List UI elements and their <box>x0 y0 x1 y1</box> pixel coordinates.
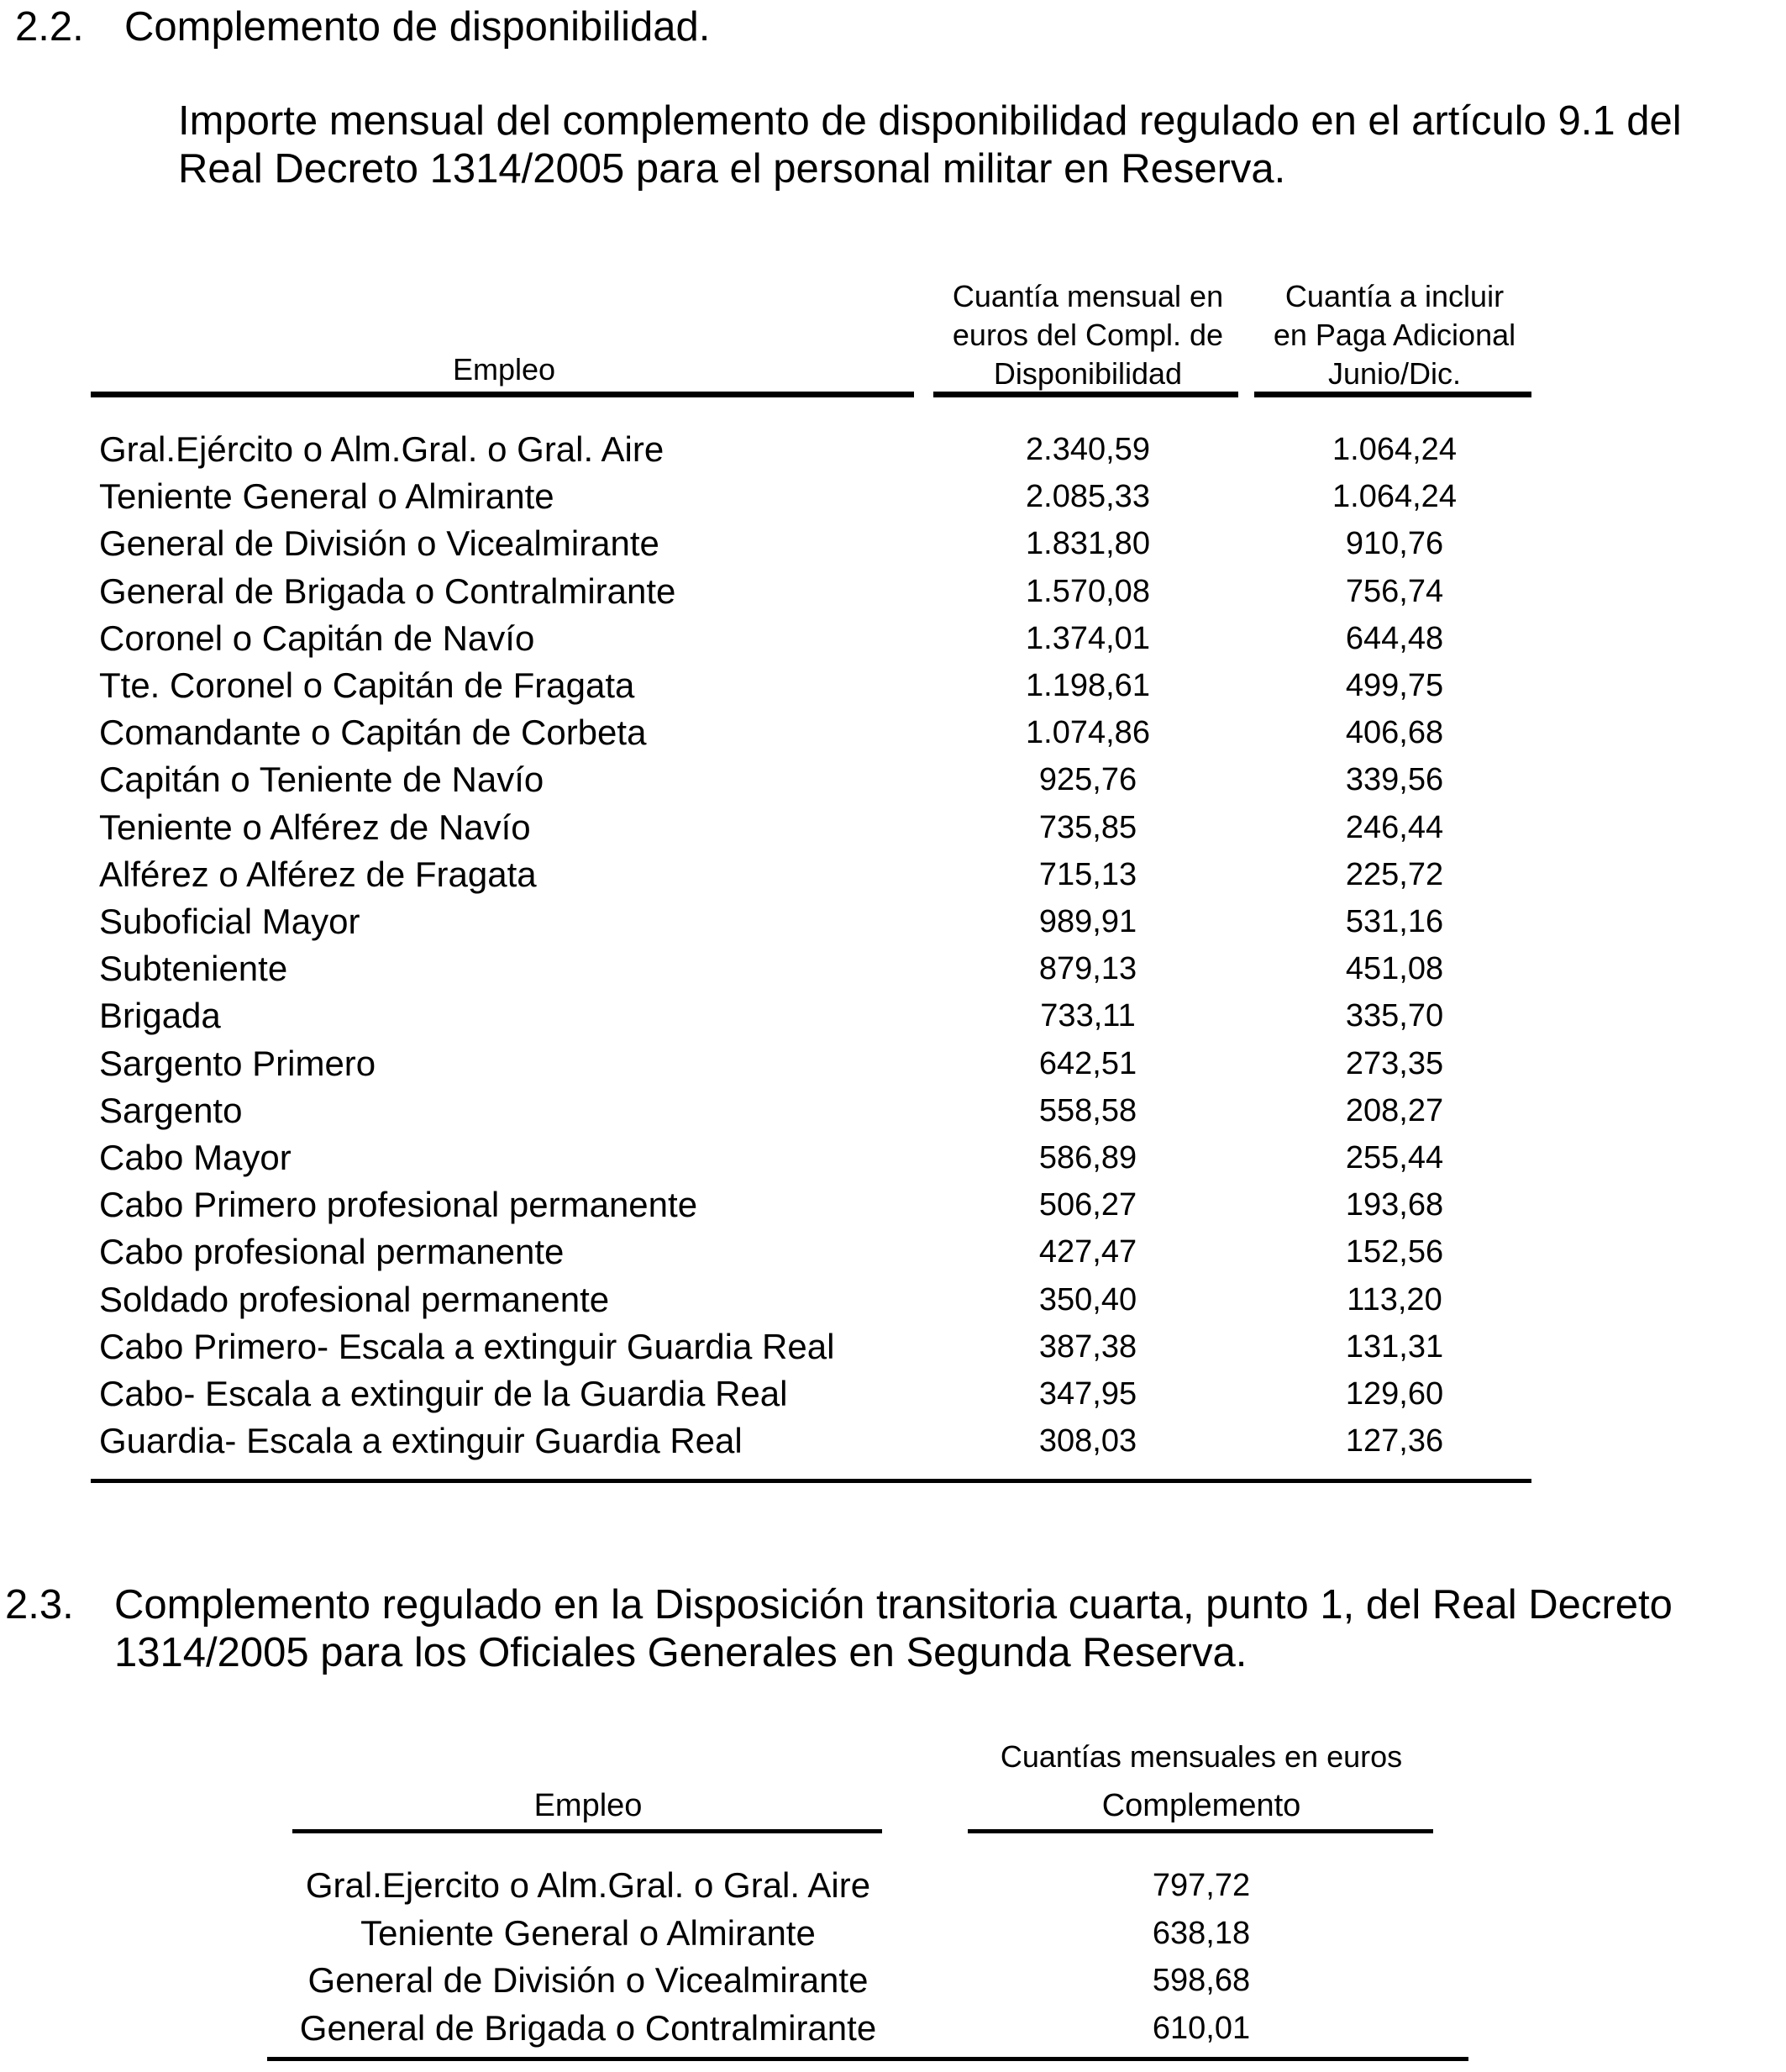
table-row-empleo: Guardia- Escala a extinguir Guardia Real <box>99 1421 743 1460</box>
section-2-3-paragraph-line-1: Complemento regulado en la Disposición transitoria cuarta, punto 1, del Real Decreto <box>114 1582 1673 1628</box>
table-2-3-row-complemento: 638,18 <box>1152 1916 1251 1951</box>
section-2-3-paragraph-line-2: 1314/2005 para los Oficiales Generales en Segunda Reserva. <box>114 1630 1248 1675</box>
table-header-rule-paga <box>1254 392 1531 397</box>
table-header-cuantia-line-2: euros del Compl. de <box>952 318 1224 352</box>
table-row-empleo: Cabo Primero- Escala a extinguir Guardia Real <box>99 1327 835 1366</box>
table-2-3-row-complemento: 598,68 <box>1152 1963 1251 1998</box>
table-row-cuantia: 1.374,01 <box>1026 621 1150 656</box>
table-2-3-bottom-rule <box>267 2057 1468 2061</box>
table-2-3-header-complemento: Complemento <box>1101 1788 1301 1823</box>
table-row-cuantia: 2.340,59 <box>1026 432 1150 467</box>
table-row-cuantia: 642,51 <box>1038 1046 1137 1081</box>
table-2-3-header-empleo: Empleo <box>533 1788 643 1823</box>
table-row-empleo: Cabo Primero profesional permanente <box>99 1185 698 1224</box>
table-row-empleo: Gral.Ejército o Alm.Gral. o Gral. Aire <box>99 429 664 469</box>
table-row-paga: 339,56 <box>1345 762 1444 797</box>
table-row-cuantia: 506,27 <box>1038 1187 1137 1223</box>
section-2-2-paragraph-line-1: Importe mensual del complemento de disponibilidad regulado en el artículo 9.1 del <box>178 98 1682 144</box>
table-row-cuantia: 387,38 <box>1038 1329 1137 1365</box>
section-2-2-paragraph-line-2: Real Decreto 1314/2005 para el personal militar en Reserva. <box>178 146 1286 192</box>
table-row-paga: 246,44 <box>1345 810 1444 845</box>
table-row-empleo: Subteniente <box>99 949 288 988</box>
table-row-paga: 129,60 <box>1345 1376 1444 1412</box>
section-2-2-number: 2.2. <box>15 4 84 50</box>
table-row-cuantia: 715,13 <box>1038 857 1137 892</box>
table-row-empleo: Coronel o Capitán de Navío <box>99 618 535 658</box>
table-row-paga: 225,72 <box>1345 857 1444 892</box>
table-row-empleo: Suboficial Mayor <box>99 902 360 941</box>
table-header-paga-line-2: en Paga Adicional <box>1273 318 1516 352</box>
table-row-cuantia: 925,76 <box>1038 762 1137 797</box>
table-row-paga: 335,70 <box>1345 998 1444 1033</box>
table-row-paga: 152,56 <box>1345 1234 1444 1270</box>
table-row-cuantia: 733,11 <box>1040 998 1136 1033</box>
table-row-empleo: Cabo- Escala a extinguir de la Guardia Real <box>99 1374 788 1413</box>
table-row-cuantia: 2.085,33 <box>1026 479 1150 514</box>
table-row-paga: 113,20 <box>1347 1282 1442 1317</box>
table-row-empleo: Sargento Primero <box>99 1044 376 1083</box>
table-row-paga: 644,48 <box>1345 621 1444 656</box>
section-2-3-number: 2.3. <box>5 1582 74 1628</box>
table-2-3-row-complemento: 797,72 <box>1152 1868 1251 1903</box>
table-header-rule-cuantia <box>933 392 1238 397</box>
table-row-paga: 1.064,24 <box>1332 479 1457 514</box>
table-2-2-bottom-rule <box>91 1479 1531 1483</box>
table-row-paga: 531,16 <box>1345 904 1444 939</box>
table-row-empleo: Soldado profesional permanente <box>99 1280 610 1319</box>
table-row-paga: 451,08 <box>1345 951 1444 986</box>
table-row-cuantia: 350,40 <box>1038 1282 1137 1317</box>
table-row-empleo: Teniente o Alférez de Navío <box>99 807 531 847</box>
table-2-3-header-rule-complemento <box>968 1829 1433 1833</box>
table-row-empleo: Tte. Coronel o Capitán de Fragata <box>99 665 635 705</box>
table-row-cuantia: 347,95 <box>1038 1376 1137 1412</box>
table-row-cuantia: 735,85 <box>1038 810 1137 845</box>
table-row-empleo: Teniente General o Almirante <box>99 476 554 516</box>
table-row-paga: 127,36 <box>1345 1423 1444 1459</box>
table-header-cuantia-line-3: Disponibilidad <box>993 356 1183 391</box>
table-header-empleo: Empleo <box>452 352 556 387</box>
table-row-empleo: Comandante o Capitán de Corbeta <box>99 713 647 752</box>
table-2-3-row-empleo: General de División o Vicealmirante <box>307 1960 869 2000</box>
table-row-empleo: Alférez o Alférez de Fragata <box>99 855 537 894</box>
table-header-paga-line-3: Junio/Dic. <box>1327 356 1462 391</box>
table-2-3-group-header: Cuantías mensuales en euros <box>1000 1739 1403 1774</box>
table-row-cuantia: 427,47 <box>1038 1234 1137 1270</box>
table-row-paga: 193,68 <box>1345 1187 1444 1223</box>
table-row-cuantia: 1.074,86 <box>1026 715 1150 750</box>
table-row-empleo: General de División o Vicealmirante <box>99 523 659 563</box>
table-2-3-header-rule-empleo <box>292 1829 882 1833</box>
table-row-cuantia: 989,91 <box>1038 904 1137 939</box>
table-row-paga: 406,68 <box>1345 715 1444 750</box>
table-row-paga: 910,76 <box>1345 526 1444 561</box>
table-2-3-row-complemento: 610,01 <box>1152 2011 1251 2046</box>
table-row-empleo: Cabo Mayor <box>99 1138 292 1177</box>
table-header-paga-line-1: Cuantía a incluir <box>1284 279 1505 313</box>
table-row-cuantia: 1.198,61 <box>1026 668 1150 703</box>
table-row-cuantia: 308,03 <box>1038 1423 1137 1459</box>
table-row-paga: 756,74 <box>1345 574 1444 609</box>
table-2-3-row-empleo: General de Brigada o Contralmirante <box>299 2008 877 2048</box>
table-header-rule-empleo <box>91 392 914 397</box>
table-row-paga: 273,35 <box>1345 1046 1444 1081</box>
table-row-paga: 499,75 <box>1345 668 1444 703</box>
table-row-cuantia: 879,13 <box>1038 951 1137 986</box>
table-row-empleo: General de Brigada o Contralmirante <box>99 571 676 611</box>
table-row-paga: 131,31 <box>1345 1329 1444 1365</box>
table-header-cuantia-line-1: Cuantía mensual en <box>952 279 1224 313</box>
table-row-cuantia: 586,89 <box>1038 1140 1137 1175</box>
table-row-empleo: Brigada <box>99 996 221 1035</box>
table-2-3-row-empleo: Teniente General o Almirante <box>360 1913 816 1953</box>
table-row-paga: 208,27 <box>1345 1093 1444 1128</box>
table-row-empleo: Capitán o Teniente de Navío <box>99 760 544 799</box>
table-row-paga: 255,44 <box>1345 1140 1444 1175</box>
table-row-cuantia: 1.570,08 <box>1026 574 1150 609</box>
table-row-cuantia: 1.831,80 <box>1026 526 1150 561</box>
table-row-cuantia: 558,58 <box>1038 1093 1137 1128</box>
table-row-paga: 1.064,24 <box>1332 432 1457 467</box>
table-row-empleo: Sargento <box>99 1091 243 1130</box>
table-row-empleo: Cabo profesional permanente <box>99 1232 565 1271</box>
table-2-3-row-empleo: Gral.Ejercito o Alm.Gral. o Gral. Aire <box>305 1865 871 1905</box>
section-2-2-title: Complemento de disponibilidad. <box>124 4 711 50</box>
